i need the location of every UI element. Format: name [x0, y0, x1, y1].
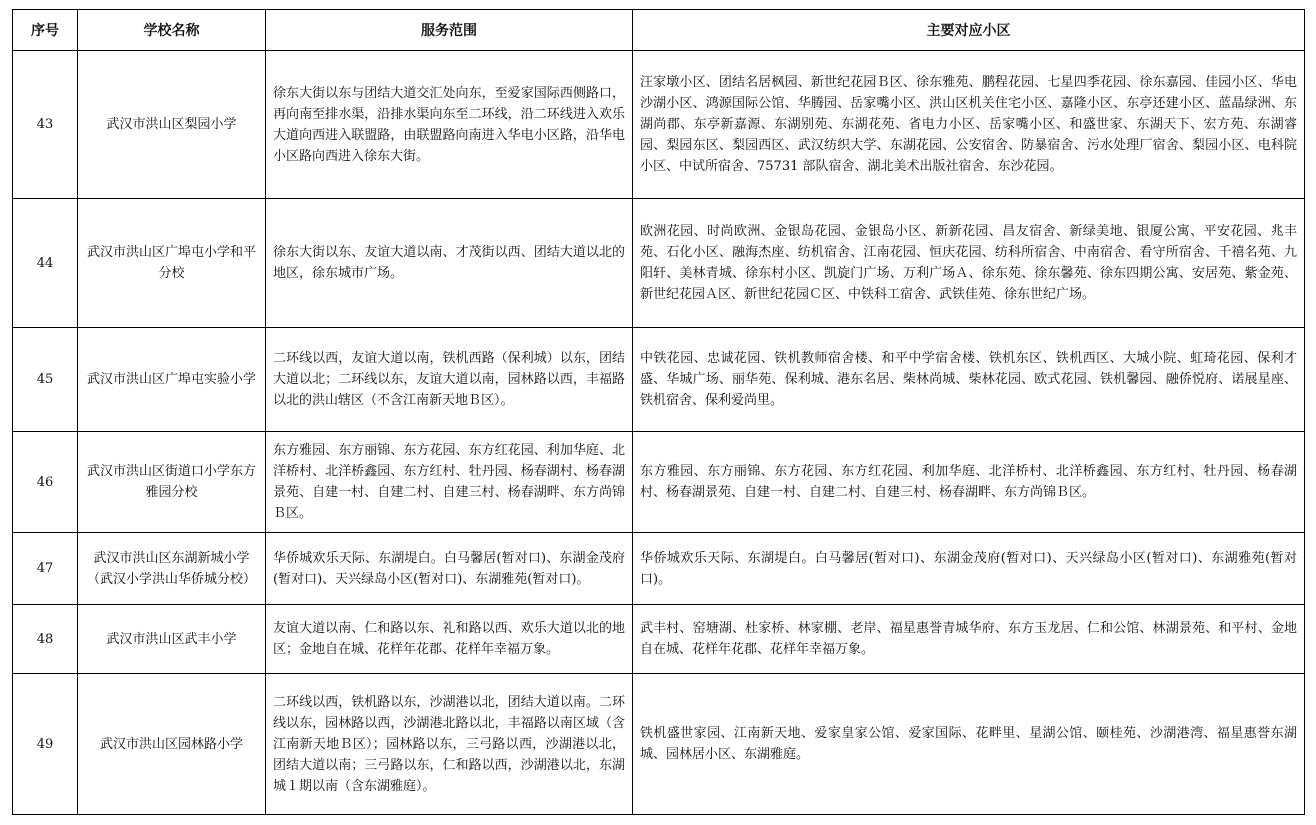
header-row	[13, 10, 1305, 51]
header-num: 序号	[13, 10, 78, 51]
communities: 汪家墩小区、团结名居枫园、新世纪花园Ｂ区、徐东雅苑、鹏程花园、七星四季花园、徐东嘉园、佳园小区、华电沙湖小区、鸿源国际公馆、华腾园、岳家嘴小区、洪山区机关住宅小区、嘉隆小区、东亭还建小区、蓝晶绿洲、东湖尚郡、东亭新嘉源、东湖别苑、东湖花苑、省电力小区、岳家嘴小区、和盛世家、东湖天下、宏方苑、东湖睿园、梨园东区、梨园西区、武汉纺织大学、东湖花园、公安宿舍、防暴宿舍、污水处理厂宿舍、梨园小区、电科院小区、中试所宿舍、75731 部队宿舍、湖北美术出版社宿舍、东沙花园。	[633, 51, 1305, 199]
table-row	[13, 674, 1305, 815]
header-school: 学校名称	[78, 10, 266, 51]
communities: 东方雅园、东方丽锦、东方花园、东方红花园、利加华庭、北洋桥村、北洋桥鑫园、东方红村、牡丹园、杨春湖村、杨春湖景苑、自建一村、自建二村、自建三村、杨春湖畔、东方尚锦Ｂ区。	[633, 432, 1305, 533]
row-num: 43	[13, 51, 78, 199]
table-row	[13, 605, 1305, 674]
communities: 欧洲花园、时尚欧洲、金银岛花园、金银岛小区、新新花园、昌友宿舍、新绿美地、银厦公寓、平安花园、兆丰苑、石化小区、融海杰座、纺机宿舍、江南花园、恒庆花园、纺科所宿舍、中南宿舍、看守所宿舍、千禧名苑、九阳轩、美林青城、徐东村小区、凯旋门广场、万利广场Ａ、徐东苑、徐东馨苑、徐东四期公寓、安居苑、紫金苑、新世纪花园Ａ区、新世纪花园Ｃ区、中铁科工宿舍、武铁佳苑、徐东世纪广场。	[633, 199, 1305, 328]
row-num: 48	[13, 605, 78, 674]
school-name: 武汉市洪山区街道口小学东方雅园分校	[78, 432, 266, 533]
row-num: 49	[13, 674, 78, 815]
school-name: 武汉市洪山区广埠屯实验小学	[78, 328, 266, 432]
communities: 中铁花园、忠诚花园、铁机教师宿舍楼、和平中学宿舍楼、铁机东区、铁机西区、大城小院、虹琦花园、保利才盛、华城广场、丽华苑、保利城、港东名居、柴林尚城、柴林花园、欧式花园、铁机馨园、融侨悦府、诺展星座、铁机宿舍、保利爱尚里。	[633, 328, 1305, 432]
communities: 铁机盛世家园、江南新天地、爱家皇家公馆、爱家国际、花畔里、星湖公馆、颐桂苑、沙湖港湾、福星惠誉东湖城、园林居小区、东湖雅庭。	[633, 674, 1305, 815]
school-name: 武汉市洪山区东湖新城小学（武汉小学洪山华侨城分校）	[78, 533, 266, 605]
header-scope: 服务范围	[266, 10, 633, 51]
school-name: 武汉市洪山区广埠屯小学和平分校	[78, 199, 266, 328]
communities: 华侨城欢乐天际、东湖堤白。白马馨居(暂对口)、东湖金茂府(暂对口)、天兴绿岛小区(暂对口)、东湖雅苑(暂对口)。	[633, 533, 1305, 605]
school-name: 武汉市洪山区园林路小学	[78, 674, 266, 815]
service-scope: 徐东大街以东、友谊大道以南、才茂街以西、团结大道以北的地区，徐东城市广场。	[266, 199, 633, 328]
service-scope: 华侨城欢乐天际、东湖堤白。白马馨居(暂对口)、东湖金茂府(暂对口)、天兴绿岛小区(暂对口)、东湖雅苑(暂对口)。	[266, 533, 633, 605]
row-num: 45	[13, 328, 78, 432]
table-row	[13, 199, 1305, 328]
header-communities: 主要对应小区	[633, 10, 1305, 51]
enrollment-table	[12, 9, 1305, 815]
service-scope: 东方雅园、东方丽锦、东方花园、东方红花园、利加华庭、北洋桥村、北洋桥鑫园、东方红村、牡丹园、杨春湖村、杨春湖景苑、自建一村、自建二村、自建三村、杨春湖畔、东方尚锦Ｂ区。	[266, 432, 633, 533]
row-num: 46	[13, 432, 78, 533]
row-num: 44	[13, 199, 78, 328]
school-name: 武汉市洪山区武丰小学	[78, 605, 266, 674]
row-num: 47	[13, 533, 78, 605]
table-row	[13, 432, 1305, 533]
service-scope: 二环线以西，铁机路以东，沙湖港以北，团结大道以南。二环线以东，园林路以西，沙湖港北路以北，丰福路以南区域（含江南新天地Ｂ区）；园林路以东，三弓路以西，沙湖港以北，团结大道以南；三弓路以东，仁和路以西，沙湖港以北，东湖城１期以南（含东湖雅庭）。	[266, 674, 633, 815]
service-scope: 徐东大街以东与团结大道交汇处向东，至爱家国际西侧路口，再向南至排水渠，沿排水渠向东至二环线，沿二环线进入欢乐大道向西进入联盟路，由联盟路向南进入华电小区路，沿华电小区路向西进入徐东大街。	[266, 51, 633, 199]
service-scope: 友谊大道以南、仁和路以东、礼和路以西、欢乐大道以北的地区；金地自在城、花样年花郡、花样年幸福万象。	[266, 605, 633, 674]
service-scope: 二环线以西，友谊大道以南，铁机西路（保利城）以东，团结大道以北；二环线以东，友谊大道以南，园林路以西，丰福路以北的洪山辖区（不含江南新天地Ｂ区）。	[266, 328, 633, 432]
school-name: 武汉市洪山区梨园小学	[78, 51, 266, 199]
table-row	[13, 533, 1305, 605]
table-row	[13, 51, 1305, 199]
communities: 武丰村、窑塘湖、杜家桥、林家棚、老岸、福星惠誉青城华府、东方玉龙居、仁和公馆、林湖景苑、和平村、金地自在城、花样年花郡、花样年幸福万象。	[633, 605, 1305, 674]
table-row	[13, 328, 1305, 432]
